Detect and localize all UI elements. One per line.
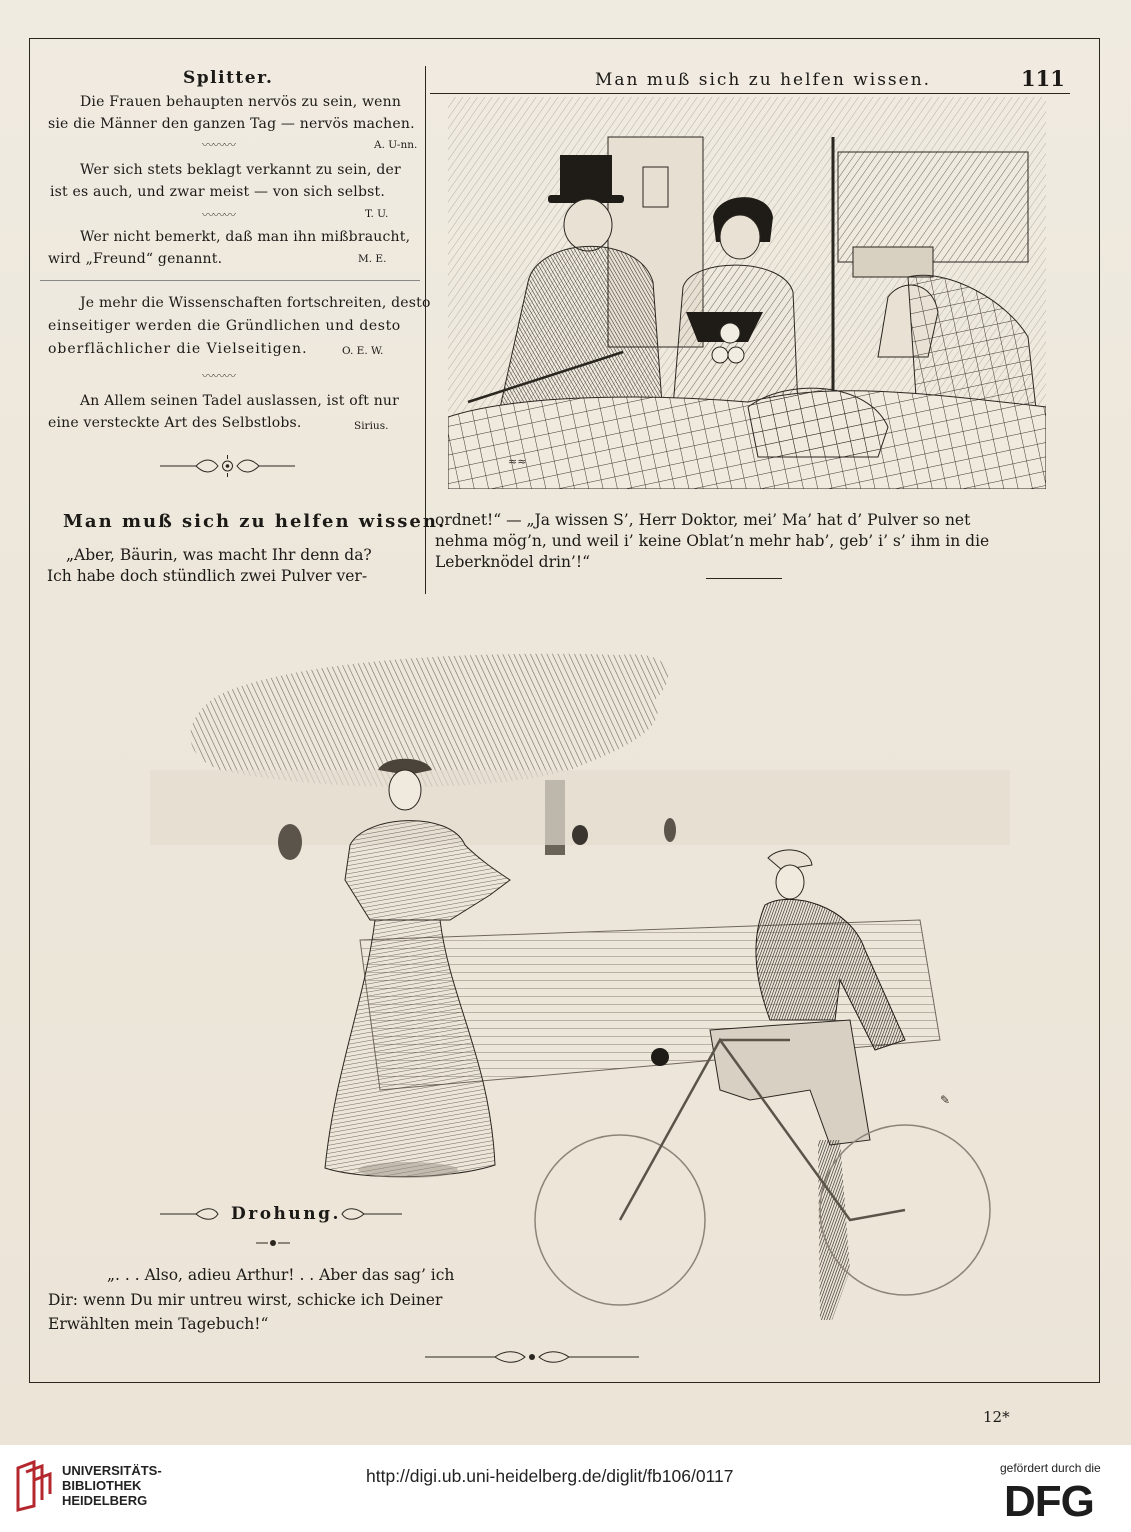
page-number: 111 — [1021, 66, 1065, 91]
library-name-line: BIBLIOTHEK — [62, 1478, 142, 1493]
aphorism-line: ist es auch, und zwar meist — von sich selbst. — [50, 184, 385, 200]
story-line: ordnet!“ — „Ja wissen S’, Herr Doktor, mei’ Ma’ hat d’ Pulver so net — [435, 511, 971, 529]
aphorism-line: eine versteckte Art des Selbstlobs. — [48, 415, 302, 431]
aphorism-line: Wer nicht bemerkt, daß man ihn mißbraucht, — [80, 229, 411, 245]
splitter-heading: Splitter. — [183, 68, 274, 88]
story-line: nehma mög’n, und weil i’ keine Oblat’n mehr hab’, geb’ i’ s’ ihm in die — [435, 532, 990, 550]
doctor-bedside-illustration — [448, 97, 1046, 489]
story-line: „Aber, Bäurin, was macht Ihr denn da? — [66, 546, 372, 564]
library-name[interactable] — [62, 1463, 162, 1508]
library-name-line: HEIDELBERG — [62, 1493, 148, 1508]
story-line: Erwählten mein Tagebuch!“ — [48, 1315, 269, 1333]
wave-separator: 〰〰〰 — [202, 369, 236, 383]
source-url-link[interactable]: http://digi.ub.uni-heidelberg.de/diglit/fb106/0117 — [366, 1466, 734, 1486]
aphorism-signature: Sirius. — [354, 420, 389, 432]
story-title: Man muß sich zu helfen wissen. — [63, 511, 447, 532]
dfg-logo[interactable]: DFG — [1004, 1477, 1094, 1526]
footer-bar — [0, 1445, 1131, 1532]
library-name-line: UNIVERSITÄTS- — [62, 1463, 162, 1478]
aphorism-signature: O. E. W. — [342, 345, 384, 357]
story-line: Leberknödel drin’!“ — [435, 553, 591, 571]
aphorism-line: oberflächlicher die Vielseitigen. — [48, 341, 308, 357]
svg-text:≈≈: ≈≈ — [508, 455, 527, 468]
bottom-ornament-divider — [425, 1348, 639, 1366]
svg-text:✎: ✎ — [940, 1093, 951, 1107]
story-end-rule — [706, 578, 782, 579]
ornament-divider — [160, 455, 295, 477]
aphorism-line: einseitiger werden die Gründlichen und desto — [48, 318, 401, 334]
running-title: Man muß sich zu helfen wissen. — [595, 70, 932, 90]
library-logo-icon[interactable] — [14, 1460, 56, 1512]
small-ornament — [256, 1238, 290, 1248]
story-line: Dir: wenn Du mir untreu wirst, schicke ich Deiner — [48, 1291, 443, 1309]
aphorism-line: Je mehr die Wissenschaften fortschreiten, desto — [80, 295, 431, 311]
sponsor-label: gefördert durch die — [1000, 1461, 1101, 1475]
header-rule — [430, 93, 1070, 94]
story-title: Drohung. — [231, 1204, 341, 1224]
aphorism-signature: A. U-nn. — [374, 139, 418, 151]
aphorism-signature: M. E. — [358, 253, 387, 265]
aphorism-line: Wer sich stets beklagt verkannt zu sein, der — [80, 162, 401, 178]
story-line: „. . . Also, adieu Arthur! . . Aber das sag’ ich — [107, 1266, 455, 1284]
aphorism-line: Die Frauen behaupten nervös zu sein, wenn — [80, 94, 402, 110]
title-flourish-left — [160, 1206, 220, 1222]
aphorism-line: An Allem seinen Tadel auslassen, ist oft nur — [80, 393, 400, 409]
story-line: Ich habe doch stündlich zwei Pulver ver- — [47, 567, 368, 585]
aphorism-rule — [40, 280, 420, 281]
wave-separator: 〰〰〰 — [202, 138, 236, 152]
cyclist-lady-illustration — [150, 620, 1010, 1360]
title-flourish-right — [340, 1206, 402, 1222]
aphorism-line: sie die Männer den ganzen Tag — nervös machen. — [48, 116, 415, 132]
aphorism-signature: T. U. — [365, 208, 389, 220]
aphorism-line: wird „Freund“ genannt. — [48, 251, 223, 267]
sheet-mark: 12* — [983, 1408, 1010, 1426]
wave-separator: 〰〰〰 — [202, 208, 236, 222]
